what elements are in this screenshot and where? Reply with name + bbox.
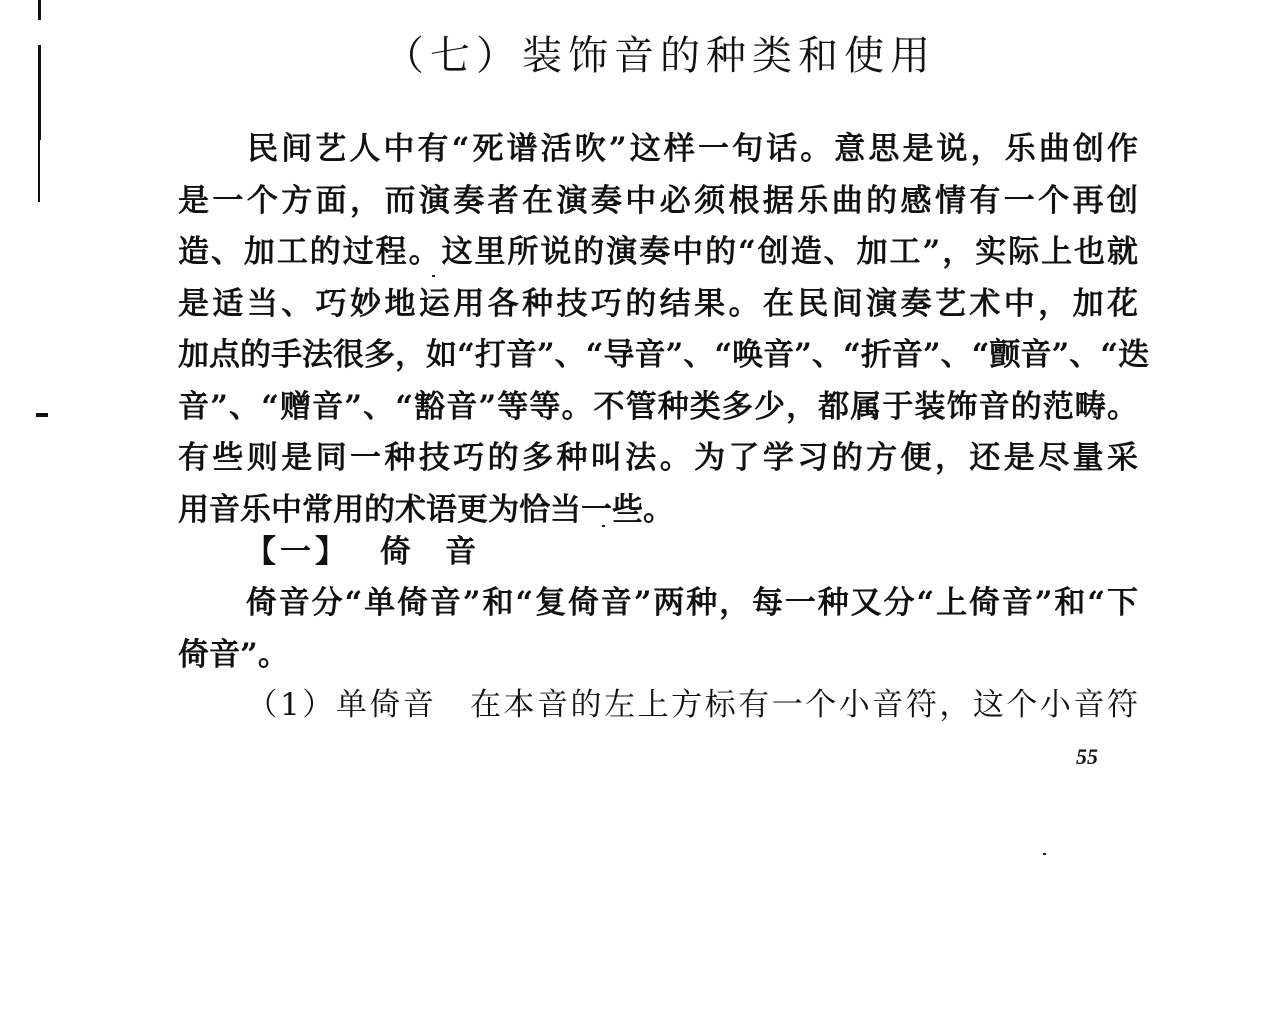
section-title-char: 音 [445, 534, 480, 570]
paragraph-single-appoggiatura [178, 680, 1138, 732]
text-line: 用音乐中常用的术语更为恰当一些。 [178, 491, 674, 528]
text-line: 倚音分“单倚音”和“复倚音”两种，每一种又分“上倚音”和“下 [244, 585, 1138, 621]
scan-edge-line [38, 140, 40, 202]
scan-edge-mark [36, 413, 48, 417]
text-line: 加点的手法很多，如“打音”、“导音”、“唤音”、“折音”、“颤音”、“迭 [178, 337, 1150, 373]
text-line: 民间艺人中有“死谱活吹”这样一句话。意思是说，乐曲创作 [244, 131, 1138, 167]
section-number: 【一】 [245, 534, 350, 570]
scan-edge-line [38, 0, 41, 20]
text-line: 有些则是同一种技巧的多种叫法。为了学习的方便，还是尽量采 [178, 440, 1138, 476]
section-heading [245, 530, 480, 574]
page-title: （七）装饰音的种类和使用 [384, 33, 936, 79]
text-line: 音”、“赠音”、“豁音”等等。不管种类多少，都属于装饰音的范畴。 [178, 388, 1138, 425]
page-number: 55 [1076, 744, 1098, 769]
paragraph-intro [178, 124, 1150, 536]
text-line: 倚音”。 [178, 636, 289, 673]
text-line: 造、加工的过程。这里所说的演奏中的“创造、加工”，实际上也就 [178, 234, 1138, 270]
text-line: 是适当、巧妙地运用各种技巧的结果。在民间演奏艺术中，加花 [178, 285, 1138, 322]
paragraph-appoggiatura [178, 578, 1138, 681]
scan-speck [1043, 853, 1046, 855]
text-line: 是一个方面，而演奏者在演奏中必须根据乐曲的感情有一个再创 [178, 182, 1138, 219]
text-line: （1）单倚音 在本音的左上方标有一个小音符，这个小音符 [244, 687, 1138, 723]
section-title-char: 倚 [380, 534, 415, 570]
